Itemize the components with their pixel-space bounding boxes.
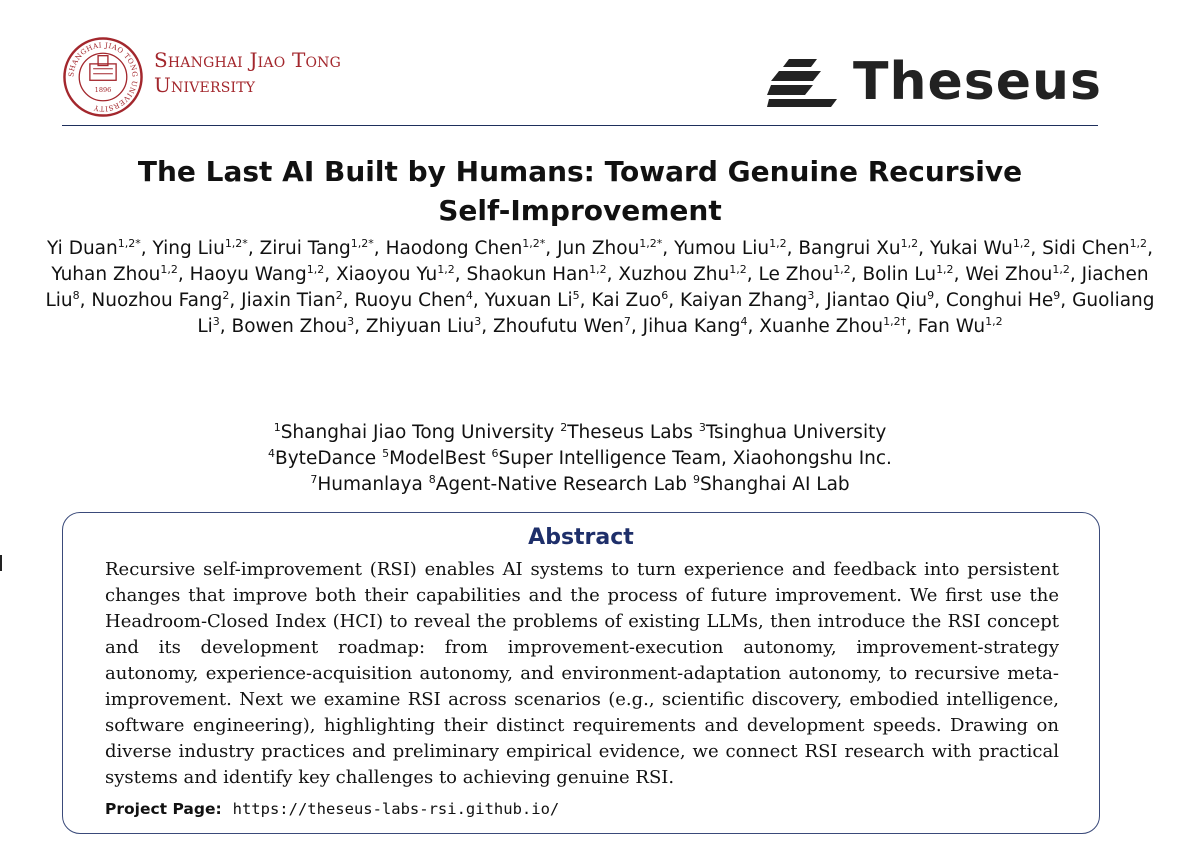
author-name: Ruoyu Chen: [354, 290, 466, 311]
author-affiliation-mark: 1,2: [769, 236, 787, 250]
author-affiliation-mark: 1,2*: [224, 236, 248, 250]
author-affiliation-mark: 1,2*: [350, 236, 374, 250]
affiliations: [100, 420, 1060, 498]
author-affiliation-mark: 1,2: [1012, 236, 1031, 250]
author-affiliation-mark: 3: [807, 288, 815, 302]
author: [759, 264, 863, 285]
author-name: Yuhan Zhou: [51, 264, 161, 285]
affiliation: [560, 422, 693, 443]
affiliation-name: Super Intelligence Team, Xiaohongshu Inc.: [498, 448, 892, 469]
affiliation-name: Shanghai Jiao Tong University: [280, 422, 555, 443]
author: [591, 290, 680, 311]
project-page-label: Project Page:: [105, 800, 222, 818]
author: [386, 238, 558, 259]
affiliation-name: ByteDance: [275, 448, 377, 469]
author-affiliation-mark: 2: [335, 288, 343, 302]
university-name-line2: University: [154, 73, 256, 97]
affiliation: [310, 474, 422, 495]
author: [946, 290, 1072, 311]
author-name: Nuozhou Fang: [91, 290, 223, 311]
affiliation-name: Theseus Labs: [567, 422, 693, 443]
author-list: [40, 236, 1160, 340]
author: [91, 290, 241, 311]
author: [1042, 238, 1153, 259]
affiliation-line: [100, 472, 1060, 498]
author-affiliation-mark: 1,2: [833, 262, 851, 276]
paper-title: [100, 152, 1060, 230]
author-affiliation-mark: 1,2: [1129, 236, 1148, 250]
author-affiliation-mark: 4: [465, 288, 473, 302]
author-separator: ,: [934, 290, 946, 311]
affiliation-name: ModelBest: [389, 448, 486, 469]
author: [680, 290, 826, 311]
author-name: Yi Duan: [47, 238, 118, 259]
svg-text:SHANGHAI JIAO TONG UNIVERSITY: SHANGHAI JIAO TONG UNIVERSITY: [67, 41, 139, 113]
project-page-line: [105, 798, 559, 820]
author-separator: ,: [814, 290, 827, 311]
page-edge-mark: [0, 555, 2, 571]
affiliation-line: [100, 446, 1060, 472]
author-separator: ,: [906, 316, 918, 337]
affiliation-number: 1: [273, 420, 281, 434]
abstract-box: [62, 512, 1100, 834]
author-affiliation-mark: 1,2: [936, 262, 954, 276]
author-separator: ,: [472, 290, 485, 311]
author: [355, 290, 485, 311]
affiliation-number: 8: [428, 472, 436, 486]
affiliation: [429, 474, 687, 495]
author: [826, 290, 946, 311]
author-name: Jiaxin Tian: [241, 290, 336, 311]
author-affiliation-mark: 1,2: [437, 262, 455, 276]
author-separator: ,: [140, 238, 153, 259]
author-separator: ,: [324, 264, 336, 285]
author-name: Guoliang Li: [197, 290, 1155, 337]
author: [930, 238, 1042, 259]
author-name: Xuanhe Zhou: [759, 316, 884, 337]
author-affiliation-mark: 1,2: [1052, 262, 1070, 276]
author-separator: ,: [219, 316, 232, 337]
project-page-link[interactable]: https://theseus-labs-rsi.github.io/: [232, 800, 560, 818]
author-separator: ,: [342, 290, 355, 311]
author: [153, 238, 260, 259]
author-name: Bolin Lu: [862, 264, 937, 285]
affiliation: [699, 422, 886, 443]
author-separator: ,: [630, 316, 643, 337]
author-name: Zhiyuan Liu: [365, 316, 475, 337]
author-name: Wei Zhou: [965, 264, 1053, 285]
affiliation-number: 6: [491, 446, 499, 460]
author-separator: ,: [746, 264, 759, 285]
author-affiliation-mark: 3: [347, 314, 355, 328]
author-name: Shaokun Han: [466, 264, 590, 285]
author-separator: ,: [1030, 238, 1043, 259]
author-name: Xuzhou Zhu: [618, 264, 730, 285]
author-affiliation-mark: 1,2†: [883, 314, 907, 328]
author-separator: ,: [668, 290, 681, 311]
author-name: Haoyu Wang: [189, 264, 307, 285]
author-separator: ,: [177, 264, 190, 285]
author: [493, 316, 643, 337]
author-separator: ,: [918, 238, 930, 259]
author-name: Fan Wu: [917, 316, 986, 337]
author-affiliation-mark: 1,2*: [639, 236, 663, 250]
affiliation: [491, 448, 891, 469]
author: [366, 316, 493, 337]
affiliation: [268, 448, 376, 469]
affiliation: [693, 474, 850, 495]
author-affiliation-mark: 5: [572, 288, 580, 302]
affiliation-number: 7: [310, 472, 318, 486]
author: [674, 238, 798, 259]
author: [798, 238, 930, 259]
author-separator: ,: [354, 316, 366, 337]
author-name: Kai Zuo: [591, 290, 662, 311]
affiliation: [382, 448, 486, 469]
abstract-body: Recursive self-improvement (RSI) enables AI systems to turn experience and feedback into persistent changes that improve both their capabilities and the process of future improvement. We first use the Headroom-Closed Index (HCI) to reveal the problems of existing LLMs, then introduce the RSI concept and its development roadmap: from improvement-execution autonomy, improvement-strategy autonomy, experience-acquisition autonomy, and environment-adaptation autonomy, to recursive meta-improvement. Next we examine RSI across scenarios (e.g., scientific discovery, embodied intelligence, software engineering), highlighting their distinct requirements and development speeds. Drawing on diverse industry practices and preliminary empirical evidence, we connect RSI research with practical systems and identify key challenges to achieving genuine RSI.: [105, 559, 1059, 788]
author: [467, 264, 619, 285]
author-separator: ,: [247, 238, 260, 259]
author-separator: ,: [373, 238, 386, 259]
title-line-1: The Last AI Built by Humans: Toward Genuine Recursive: [137, 155, 1023, 188]
author-affiliation-mark: 1,2: [160, 262, 178, 276]
author-affiliation-mark: 3: [474, 314, 482, 328]
author: [918, 316, 1003, 337]
affiliation-number: 2: [560, 420, 568, 434]
author: [643, 316, 760, 337]
affiliation-name: Tsinghua University: [705, 422, 887, 443]
author-separator: ,: [229, 290, 242, 311]
author-name: Jun Zhou: [557, 238, 640, 259]
author-separator: ,: [786, 238, 799, 259]
author-affiliation-mark: 7: [623, 314, 631, 328]
author-separator: ,: [79, 290, 92, 311]
author: [485, 290, 592, 311]
author: [759, 316, 918, 337]
author-affiliation-mark: 1,2*: [522, 236, 546, 250]
author-affiliation-mark: 1,2: [729, 262, 747, 276]
author-separator: ,: [606, 264, 619, 285]
lab-name: Theseus: [853, 52, 1102, 112]
sjtu-seal-icon: [62, 36, 144, 118]
svg-text:1896: 1896: [94, 85, 112, 94]
author-affiliation-mark: 1,2*: [117, 236, 141, 250]
affiliation-line: [100, 420, 1060, 446]
author-separator: ,: [481, 316, 493, 337]
theseus-logo-icon: [767, 57, 839, 107]
author-separator: ,: [545, 238, 558, 259]
affiliation-name: Humanlaya: [317, 474, 423, 495]
author-name: Yukai Wu: [929, 238, 1013, 259]
author-separator: ,: [454, 264, 467, 285]
theseus-logo: [767, 52, 1102, 112]
author-affiliation-mark: 1,2: [900, 236, 919, 250]
author-name: Jiantao Qiu: [826, 290, 928, 311]
author-affiliation-mark: 6: [661, 288, 669, 302]
author: [241, 290, 354, 311]
header-rule: [62, 125, 1098, 126]
author-separator: ,: [747, 316, 760, 337]
author: [51, 264, 189, 285]
title-line-2: Self-Improvement: [438, 194, 722, 227]
author: [336, 264, 467, 285]
author-name: Kaiyan Zhang: [680, 290, 808, 311]
author-name: Ying Liu: [152, 238, 225, 259]
author: [557, 238, 674, 259]
author-name: Zhoufutu Wen: [492, 316, 624, 337]
author-affiliation-mark: 1,2: [306, 262, 325, 276]
author-affiliation-mark: 3: [212, 314, 220, 328]
author: [47, 238, 152, 259]
author-name: Bangrui Xu: [798, 238, 901, 259]
author-separator: ,: [953, 264, 966, 285]
university-name: [154, 48, 341, 98]
author-name: Sidi Chen: [1042, 238, 1130, 259]
university-name-line1: Shanghai Jiao Tong: [154, 48, 342, 72]
author: [862, 264, 965, 285]
author-affiliation-mark: 9: [1053, 288, 1061, 302]
author-separator: ,: [1147, 238, 1153, 259]
author-separator: ,: [1069, 264, 1082, 285]
affiliation: [274, 422, 555, 443]
author: [190, 264, 336, 285]
affiliation-name: Agent-Native Research Lab: [435, 474, 688, 495]
affiliation-number: 9: [692, 472, 700, 486]
author: [965, 264, 1081, 285]
author-affiliation-mark: 9: [927, 288, 935, 302]
author-separator: ,: [1060, 290, 1073, 311]
author-affiliation-mark: 1,2: [589, 262, 607, 276]
affiliation-number: 3: [698, 420, 706, 434]
author-affiliation-mark: 8: [72, 288, 80, 302]
author: [232, 316, 366, 337]
header: [62, 36, 1102, 126]
author-name: Yuxuan Li: [484, 290, 573, 311]
affiliation-number: 4: [268, 446, 276, 460]
author: [618, 264, 758, 285]
affiliation-number: 5: [382, 446, 390, 460]
author-affiliation-mark: 2: [222, 288, 230, 302]
author-separator: ,: [579, 290, 592, 311]
author-separator: ,: [662, 238, 675, 259]
affiliation-name: Shanghai AI Lab: [699, 474, 850, 495]
author: [260, 238, 386, 259]
author-name: Xiaoyou Yu: [335, 264, 438, 285]
author-name: Zirui Tang: [259, 238, 351, 259]
author-name: Haodong Chen: [385, 238, 523, 259]
author-name: Yumou Liu: [674, 238, 770, 259]
author-affiliation-mark: 4: [740, 314, 748, 328]
author-affiliation-mark: 1,2: [985, 314, 1003, 328]
author-name: Le Zhou: [758, 264, 834, 285]
author-name: Jihua Kang: [642, 316, 741, 337]
author-name: Bowen Zhou: [231, 316, 348, 337]
author-name: Jiachen Liu: [45, 264, 1149, 311]
author-separator: ,: [850, 264, 863, 285]
author-name: Conghui He: [945, 290, 1054, 311]
abstract-heading: Abstract: [528, 525, 634, 550]
